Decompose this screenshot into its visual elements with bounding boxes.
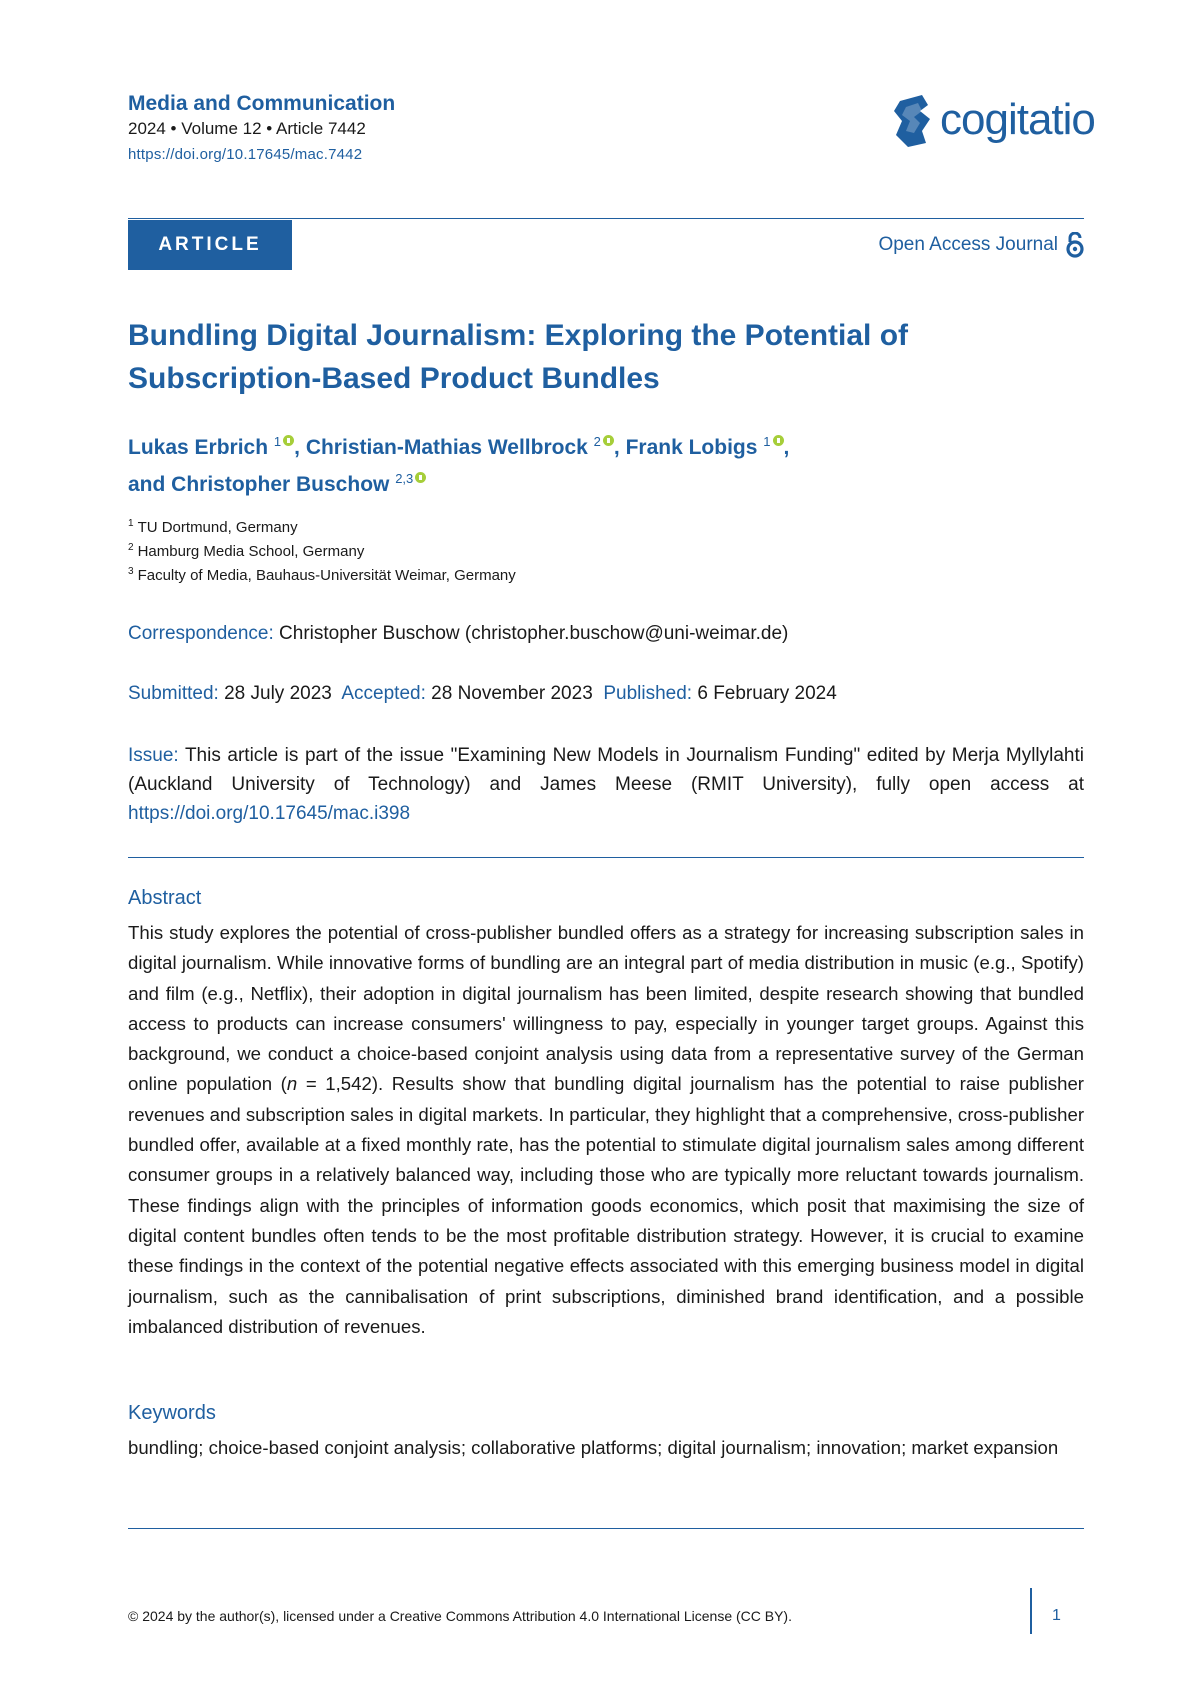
abstract-heading: Abstract: [128, 887, 202, 909]
affiliation-text: TU Dortmund, Germany: [137, 519, 298, 536]
abstract-text-part: This study explores the potential of cross-publisher bundled offers as a strategy for increasing subscription sales in digital journalism. While innovative forms of bundling are an integral part of media distribution in music (e.g., Spotify) and film (e.g., Netflix), their adoption in digital journalism has been limited, despite research showing that bundled access to products can increase consumers' willingness to pay, especially in younger target groups. Against this background, we conduct a choice-based conjoint analysis using data from a representative survey of the German online population (: [128, 922, 1084, 1095]
volume-line: 2024 • Volume 12 • Article 7442: [128, 119, 366, 138]
abstract-text: [128, 918, 1084, 1342]
title-line: Bundling Digital Journalism: Exploring the Potential of: [128, 319, 909, 352]
article-doi-link[interactable]: https://doi.org/10.17645/mac.7442: [128, 146, 363, 163]
author-name[interactable]: Christian-Mathias Wellbrock: [305, 436, 588, 459]
license-notice[interactable]: © 2024 by the author(s), licensed under a Creative Commons Attribution 4.0 International License (CC BY).: [128, 1608, 792, 1624]
keywords-heading: Keywords: [128, 1402, 216, 1424]
title-line: Subscription-Based Product Bundles: [128, 362, 660, 395]
correspondence: [128, 623, 788, 645]
open-access-label: [878, 232, 1084, 258]
affiliation-text: Hamburg Media School, Germany: [137, 543, 365, 560]
page-number: 1: [1052, 1607, 1061, 1624]
footer-divider: [1030, 1588, 1032, 1634]
affiliation-text: Faculty of Media, Bauhaus-Universität Weimar, Germany: [137, 567, 516, 584]
author-affiliation-number: 1: [763, 434, 771, 449]
affiliation-number: 2: [128, 542, 134, 553]
article-type-badge: ARTICLE: [128, 220, 292, 270]
affiliation: [128, 566, 516, 584]
affiliation: [128, 518, 298, 536]
affiliation-number: 3: [128, 566, 134, 577]
author-affiliation-number: 1: [273, 434, 282, 449]
affiliation: [128, 542, 364, 560]
section-rule: [128, 1528, 1084, 1529]
author-line: Lukas Erbrich $^1$ , Christian-Mathias Wellbrock $^2$ , Frank Lobigs $^1$ ,: [128, 434, 790, 459]
open-access-text: Open Access Journal: [878, 234, 1058, 255]
keywords-text: bundling; choice-based conjoint analysis; collaborative platforms; digital journalism; innovation; market expansion: [128, 1437, 1059, 1458]
abstract-text-part: = 1,542). Results show that bundling digital journalism has the potential to raise publisher revenues and subscription sales in digital markets. In particular, they highlight that a comprehensive, cross-publisher bundled offer, available at a fixed monthly rate, has the potential to stimulate digital journalism sales among different consumer groups in a relatively balanced way, including those who are typically more reluctant towards journalism. These findings align with the principles of information goods economics, which posit that maximising the size of digital content bundles often tends to be the most profitable distribution strategy. However, it is crucial to examine these findings in the context of the potential negative effects associated with this emerging business model in digital journalism, such as the cannibalisation of print subscriptions, diminished brand identification, and a possible imbalanced distribution of revenues.: [128, 1073, 1085, 1337]
author-affiliation-number: 2: [593, 434, 601, 449]
orcid-icon[interactable]: [283, 435, 294, 446]
author-name[interactable]: Lukas Erbrich: [128, 436, 269, 459]
author-list: [128, 426, 1028, 500]
correspondence-text[interactable]: Christopher Buschow (christopher.buschow@uni-weimar.de): [279, 623, 789, 644]
accepted-label: Accepted:: [341, 683, 426, 704]
accepted-date: 28 November 2023: [431, 683, 593, 704]
publication-dates: [128, 683, 837, 705]
orcid-icon[interactable]: [773, 435, 784, 446]
author-name[interactable]: Frank Lobigs: [625, 436, 758, 459]
published-date: 6 February 2024: [697, 683, 837, 704]
published-label: Published:: [603, 683, 693, 704]
issue-label: Issue:: [128, 745, 179, 766]
logo-wordmark: cogitatio: [940, 95, 1095, 144]
sample-size-symbol: n: [286, 1073, 298, 1095]
affiliation-number: 1: [128, 518, 134, 529]
submitted-date: 28 July 2023: [224, 683, 332, 704]
open-access-lock-icon: [1066, 232, 1084, 258]
cogitatio-logo-icon: [892, 91, 934, 149]
header-rule: [128, 218, 1084, 219]
author-affiliation-number: 2,3: [395, 471, 414, 486]
section-rule: [128, 857, 1084, 858]
correspondence-label: Correspondence:: [128, 623, 274, 644]
author-name[interactable]: and Christopher Buschow: [128, 473, 390, 496]
orcid-icon[interactable]: [415, 472, 426, 483]
issue-doi-link[interactable]: https://doi.org/10.17645/mac.i398: [128, 803, 411, 824]
author-line: [128, 463, 1028, 500]
submitted-label: Submitted:: [128, 683, 219, 704]
publisher-logo[interactable]: [892, 88, 1095, 152]
issue-text: This article is part of the issue "Examining New Models in Journalism Funding" edited by Merja Myllylahti (Auckland University of Technology) and James Meese (RMIT University), fully open access at: [128, 745, 1084, 795]
orcid-icon[interactable]: [603, 435, 614, 446]
article-title: [128, 314, 988, 400]
issue-note: [128, 741, 1084, 828]
journal-name: Media and Communication: [128, 92, 396, 115]
